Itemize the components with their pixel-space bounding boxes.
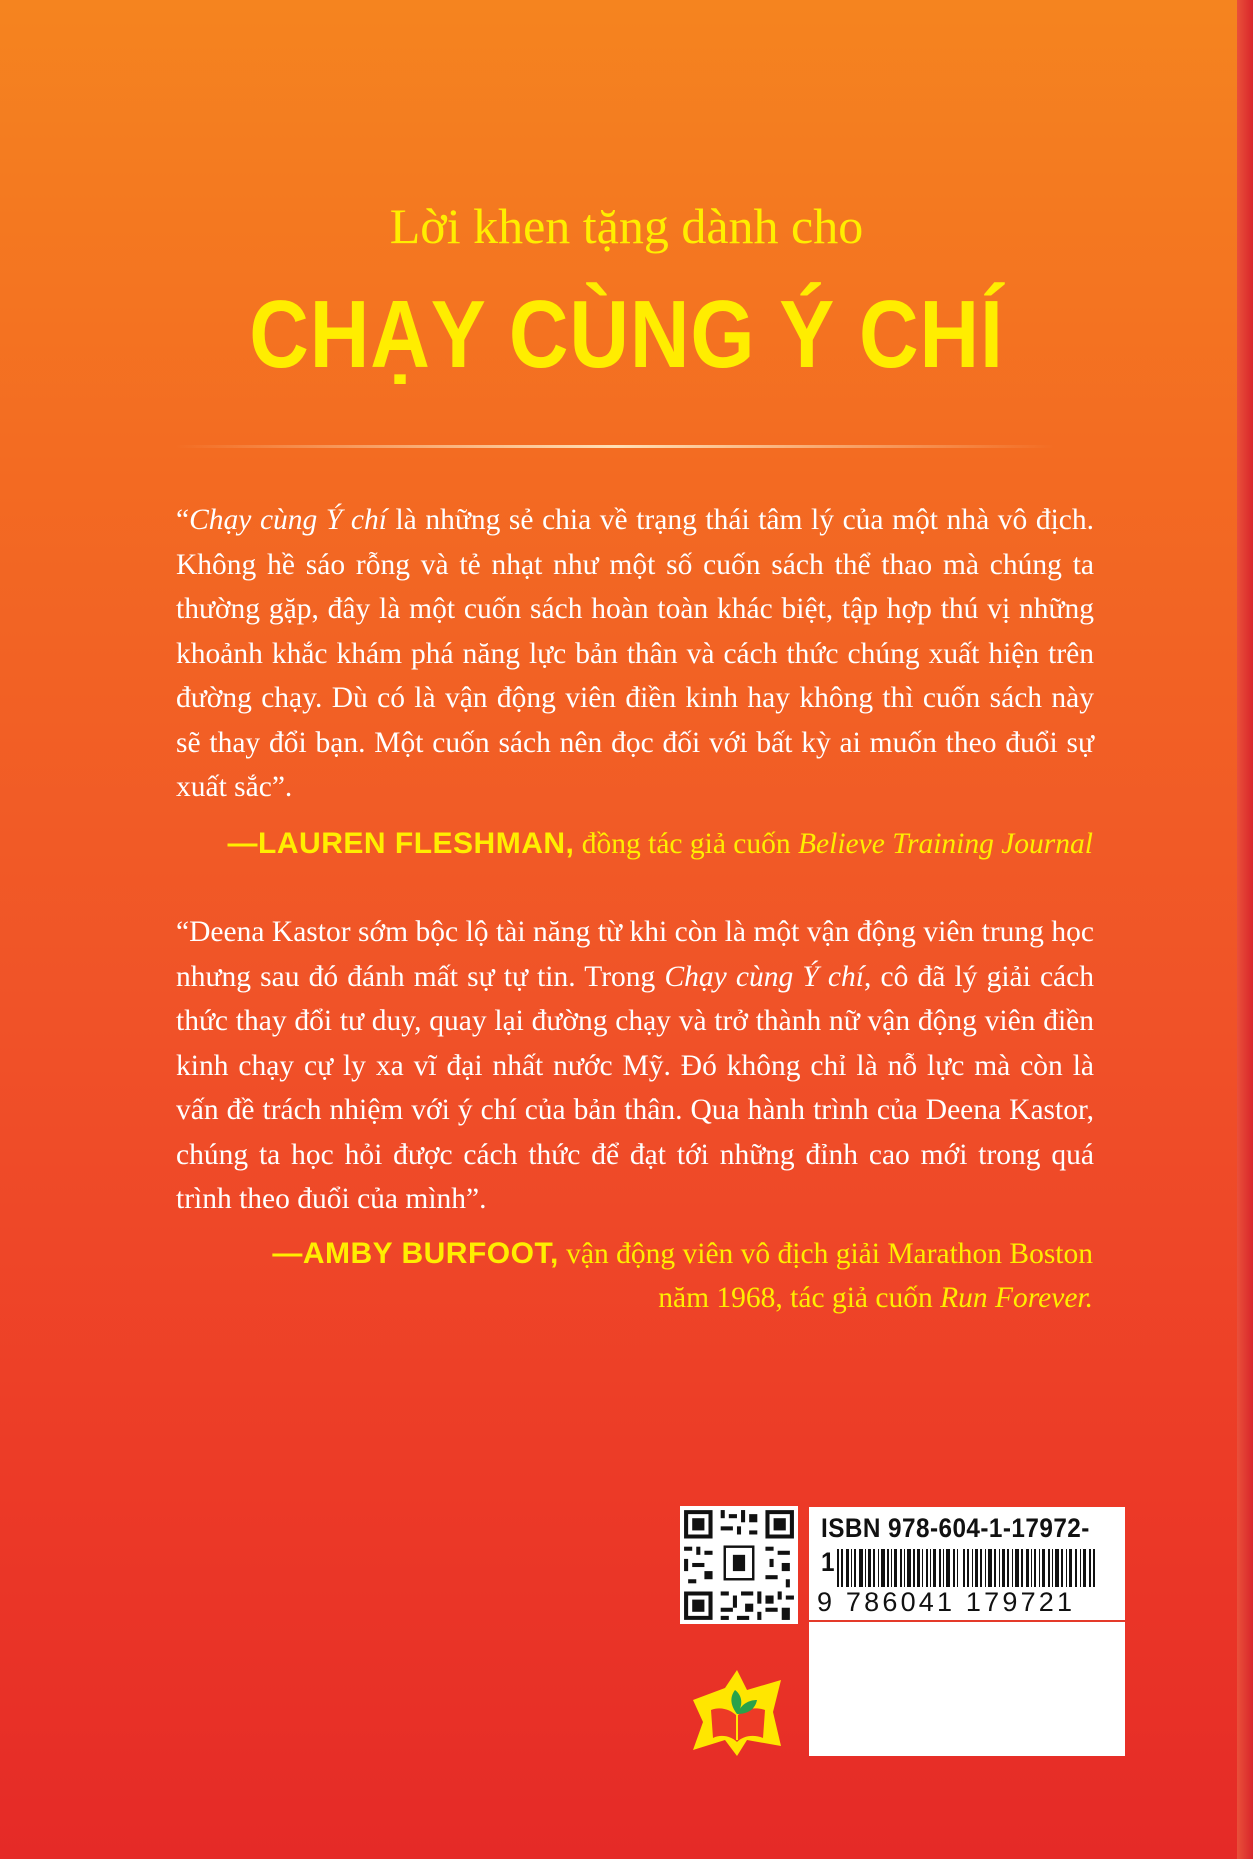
quote-text-after: , cô đã lý giải cách thức thay đổi tư duy, quay lại đường chạy và trở thành nữ vận động viên điền kinh chạy cự ly xa vĩ đại nhất nước Mỹ. Đó không chỉ là nỗ lực mà còn là vấn đề trách nhiệm với ý chí của bản thân. Qua hành trình của Deena Kastor, chúng ta học hỏi được cách thức để đạt tới những đỉnh cao mới trong quá trình theo đuổi của mình”. [176, 960, 1094, 1215]
barcode-digits: 9 786041 179721 [817, 1587, 1121, 1617]
book-title: CHẠY CÙNG Ý CHÍ [249, 281, 1004, 388]
publisher-logo-icon [685, 1666, 790, 1758]
quote-text: là những sẻ chia về trạng thái tâm lý của một nhà vô địch. Không hề sáo rỗng và tẻ nhạt như một số cuốn sách thể thao mà chúng ta thường gặp, đây là một cuốn sách hoàn toàn khác biệt, tập hợp thú vị những khoảnh khắc khám phá năng lực bản thân và cách thức chúng xuất hiện trên đường chạy. Dù có là vận động viên điền kinh hay không thì cuốn sách này sẽ thay đổi bạn. Một cuốn sách nên đọc đối với bất kỳ ai muốn theo đuổi sự xuất sắc”. [176, 504, 1094, 803]
isbn-separator [809, 1620, 1125, 1622]
praise-subtitle: Lời khen tặng dành cho [389, 198, 864, 254]
quote-text-before: “Deena Kastor sớm bộc lộ tài năng từ khi còn là một vận động viên trung học nhưng sau đó đánh mất sự tự tin. Trong [176, 916, 1094, 993]
attribution-lauren-fleshman [133, 822, 1093, 866]
author-credit-line2: năm 1968, tác giả cuốn [658, 1282, 941, 1314]
quote-amby-burfoot [176, 910, 1094, 1222]
author-book-title: Believe Training Journal [798, 828, 1093, 860]
quote-open-mark: “ [176, 504, 190, 536]
qr-code-graphic [680, 1506, 798, 1624]
qr-code-icon [680, 1506, 798, 1624]
isbn-label: ISBN 978-604-1-17972-1 [821, 1513, 1090, 1577]
author-credit-line1: vận động viên vô địch giải Marathon Boston [558, 1238, 1093, 1270]
author-book-title: Run Forever. [940, 1282, 1093, 1314]
author-name: —LAUREN FLESHMAN, [227, 827, 575, 860]
attribution-amby-burfoot [133, 1232, 1093, 1320]
quote-book-title: Chạy cùng Ý chí [664, 960, 864, 993]
author-name: —AMBY BURFOOT, [272, 1237, 559, 1270]
isbn-barcode-box [809, 1507, 1125, 1756]
spine-edge [1237, 0, 1253, 1859]
quote-book-title: Chạy cùng Ý chí [189, 504, 387, 536]
author-credit: đồng tác giả cuốn [574, 828, 799, 860]
divider [175, 445, 1055, 448]
quote-lauren-fleshman [176, 498, 1094, 810]
